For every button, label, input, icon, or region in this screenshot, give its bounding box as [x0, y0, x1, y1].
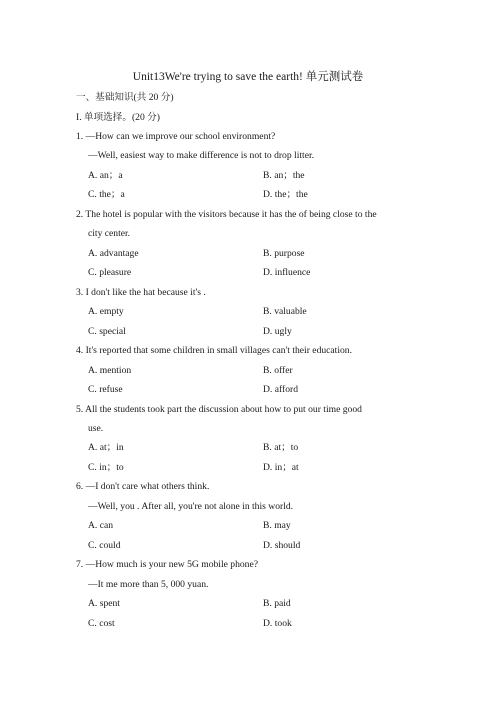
question-3-option-b: B. valuable: [263, 306, 307, 317]
question-4-option-d: D. afford: [263, 384, 298, 395]
question-7-line-2: —It me more than 5, 000 yuan.: [88, 579, 209, 590]
question-4-option-a: A. mention: [88, 365, 132, 376]
question-5-stem: 5. All the students took part the discussion about how to put our time good: [76, 404, 362, 415]
question-5-option-c: C. in；to: [88, 462, 124, 473]
question-1-option-c: C. the；a: [88, 189, 125, 200]
section-heading: 一、基础知识(共 20 分): [76, 92, 174, 103]
question-1-option-d: D. the；the: [263, 189, 308, 200]
question-4-stem: 4. It's reported that some children in small villages can't their education.: [76, 345, 352, 356]
question-1-stem: 1. —How can we improve our school environment?: [76, 131, 276, 142]
question-6-option-b: B. may: [263, 520, 291, 531]
question-3-option-d: D. ugly: [263, 326, 292, 337]
question-7-option-c: C. cost: [88, 618, 115, 629]
question-3-stem: 3. I don't like the hat because it's .: [76, 287, 206, 298]
question-4-option-b: B. offer: [263, 365, 293, 376]
question-6-stem: 6. —I don't care what others think.: [76, 481, 210, 492]
question-7-option-b: B. paid: [263, 598, 291, 609]
question-5-option-d: D. in；at: [263, 462, 299, 473]
page-title: Unit13We're trying to save the earth! 单元测试卷: [132, 71, 364, 83]
question-2-option-c: C. pleasure: [88, 267, 132, 278]
question-7-option-a: A. spent: [88, 598, 120, 609]
question-2-option-a: A. advantage: [88, 248, 139, 259]
part-heading: I. 单项选择。(20 分): [76, 112, 160, 123]
question-6-option-c: C. could: [88, 540, 121, 551]
question-3-option-c: C. special: [88, 326, 126, 337]
question-7-option-d: D. took: [263, 618, 292, 629]
question-5-option-a: A. at；in: [88, 442, 124, 453]
question-1-line-2: —Well, easiest way to make difference is not to drop litter.: [88, 150, 315, 161]
question-5-line-2: use.: [88, 423, 104, 434]
question-3-option-a: A. empty: [88, 306, 124, 317]
question-7-stem: 7. —How much is your new 5G mobile phone?: [76, 559, 258, 570]
question-4-option-c: C. refuse: [88, 384, 123, 395]
question-2-stem: 2. The hotel is popular with the visitors because it has the of being close to the: [76, 209, 377, 220]
question-1-option-b: B. an；the: [263, 170, 305, 181]
question-2-line-2: city center.: [88, 228, 131, 239]
question-2-option-d: D. influence: [263, 267, 311, 278]
question-5-option-b: B. at；to: [263, 442, 299, 453]
question-6-line-2: —Well, you . After all, you're not alone in this world.: [88, 501, 294, 512]
question-1-option-a: A. an；a: [88, 170, 123, 181]
question-6-option-a: A. can: [88, 520, 114, 531]
question-6-option-d: D. should: [263, 540, 301, 551]
question-2-option-b: B. purpose: [263, 248, 305, 259]
